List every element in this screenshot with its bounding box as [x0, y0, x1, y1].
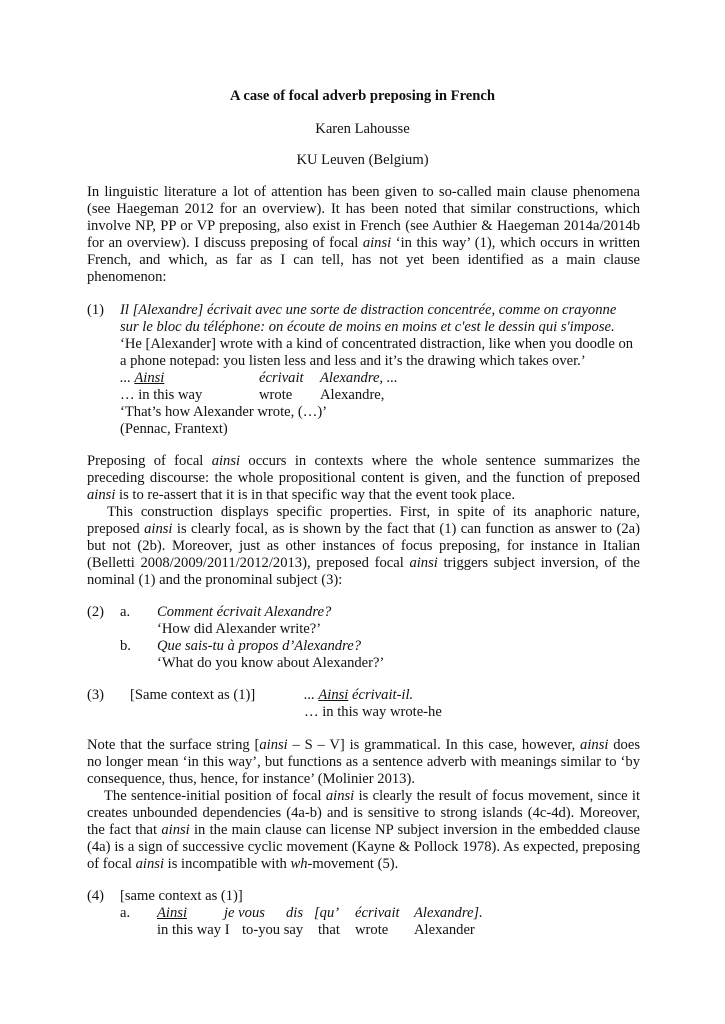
- body-line: the fact that ainsi in the main clause can license NP subject inversion in the embedded clause: [87, 822, 640, 838]
- example-translation-line: ‘That’s how Alexander wrote, (…)’: [120, 404, 328, 420]
- gloss-line: Alexandre,: [320, 387, 385, 403]
- body-line: preposed ainsi is clearly focal, as is shown by the fact that (1) can function as answer to (2a): [87, 521, 640, 537]
- example-translation-line: ‘How did Alexander write?’: [157, 621, 322, 637]
- intro-line: phenomenon:: [87, 269, 167, 285]
- body-line: Preposing of focal ainsi occurs in contexts where the whole sentence summarizes the: [87, 453, 640, 469]
- intro-line: for an overview). I discuss preposing of focal ainsi ‘in this way’ (1), which occurs in written: [87, 235, 641, 251]
- example-letter: a.: [120, 604, 131, 620]
- gloss-line: wrote: [355, 922, 389, 938]
- example-number: (3): [87, 687, 105, 703]
- intro-line: involve NP, PP or VP preposing, also exist in French (see Authier & Haegeman 2014a/2014b: [87, 218, 640, 234]
- example-number: (1): [87, 302, 105, 318]
- body-line: (Belletti 2008/2009/2011/2012/2013), preposed focal ainsi triggers subject inversion, of the: [87, 555, 640, 571]
- example-source: (Pennac, Frantext): [120, 421, 228, 437]
- gloss-word: écrivait: [355, 905, 400, 921]
- intro-line: (see Haegeman 2012 for an overview). It has been noted that similar constructions, which: [87, 201, 640, 217]
- body-line: consequence, thus, hence, for instance’ (Molinier 2013).: [87, 771, 415, 787]
- body-line: ainsi is to re-assert that it is in that specific way that the event took place.: [87, 487, 515, 503]
- author-name: Karen Lahousse: [315, 121, 410, 137]
- gloss-word: écrivait: [259, 370, 304, 386]
- example-number: (4): [87, 888, 105, 904]
- body-line: of focal ainsi is incompatible with wh-movement (5).: [87, 856, 399, 872]
- body-line: (4a) is a sign of successive cyclic movement (Kayne & Pollock 1978). As expected, preposing: [87, 839, 640, 855]
- gloss-line: wrote: [259, 387, 293, 403]
- body-line: This construction displays specific properties. First, in spite of its anaphoric nature,: [107, 504, 640, 520]
- body-line: preceding discourse: the whole propositional content is given, and the function of preposed: [87, 470, 640, 486]
- body-line: nominal (1) and the pronominal subject (3):: [87, 572, 343, 588]
- body-line: no longer mean ‘in this way’, but functions as a sentence adverb with meanings similar to ‘by: [87, 754, 640, 770]
- body-line: creates unbounded dependencies (4a-b) and is sensitive to strong islands (4c-4d). Moreover,: [87, 805, 640, 821]
- body-line: Note that the surface string [ainsi – S – V] is grammatical. In this case, however, ainsi does: [87, 737, 640, 753]
- example-translation-line: ‘He [Alexander] wrote with a kind of concentrated distraction, like when you doodle on: [120, 336, 634, 352]
- gloss-word: [qu’: [314, 905, 340, 921]
- example-translation-line: a phone notepad: you listen less and less and it’s the drawing which takes over.’: [120, 353, 586, 369]
- gloss-word: Ainsi: [157, 905, 187, 921]
- gloss-line: that: [318, 922, 340, 938]
- example-translation-line: ‘What do you know about Alexander?’: [157, 655, 385, 671]
- example-letter: a.: [120, 905, 131, 921]
- example-number: (2): [87, 604, 105, 620]
- gloss-line: to-you say: [242, 922, 304, 938]
- example-french-line: Que sais-tu à propos d’Alexandre?: [157, 638, 362, 654]
- example-letter: b.: [120, 638, 131, 654]
- example-french-line: Comment écrivait Alexandre?: [157, 604, 332, 620]
- gloss-word: dis: [286, 905, 304, 921]
- body-line: but not (2b). Moreover, just as other instances of focus preposing, for instance in Italian: [87, 538, 640, 554]
- example-context: [Same context as (1)]: [130, 687, 256, 703]
- intro-line: French, and which, as far as I can tell, has not yet been identified as a main clause: [87, 252, 640, 268]
- gloss-word: Alexandre, ...: [320, 370, 398, 386]
- example-french-line: sur le bloc du téléphone: on écoute de moins en moins et c'est le dessin qui s'impose.: [120, 319, 615, 335]
- author-affiliation: KU Leuven (Belgium): [296, 152, 429, 168]
- gloss-word: je vous: [224, 905, 265, 921]
- intro-line: In linguistic literature a lot of attention has been given to so-called main clause phenomena: [87, 184, 640, 200]
- gloss-word: ... Ainsi: [120, 370, 165, 386]
- gloss-line: in this way I: [157, 922, 230, 938]
- example-french-line: ... Ainsi écrivait-il.: [304, 687, 414, 703]
- gloss-line: Alexander: [414, 922, 475, 938]
- body-line: The sentence-initial position of focal ainsi is clearly the result of focus movement, since it: [104, 788, 640, 804]
- gloss-word: Alexandre].: [414, 905, 483, 921]
- gloss-line: … in this way wrote-he: [304, 704, 442, 720]
- gloss-line: … in this way: [120, 387, 203, 403]
- paper-title: A case of focal adverb preposing in French: [230, 88, 495, 104]
- example-french-line: Il [Alexandre] écrivait avec une sorte de distraction concentrée, comme on crayonne: [120, 302, 617, 318]
- example-context: [same context as (1)]: [120, 888, 243, 904]
